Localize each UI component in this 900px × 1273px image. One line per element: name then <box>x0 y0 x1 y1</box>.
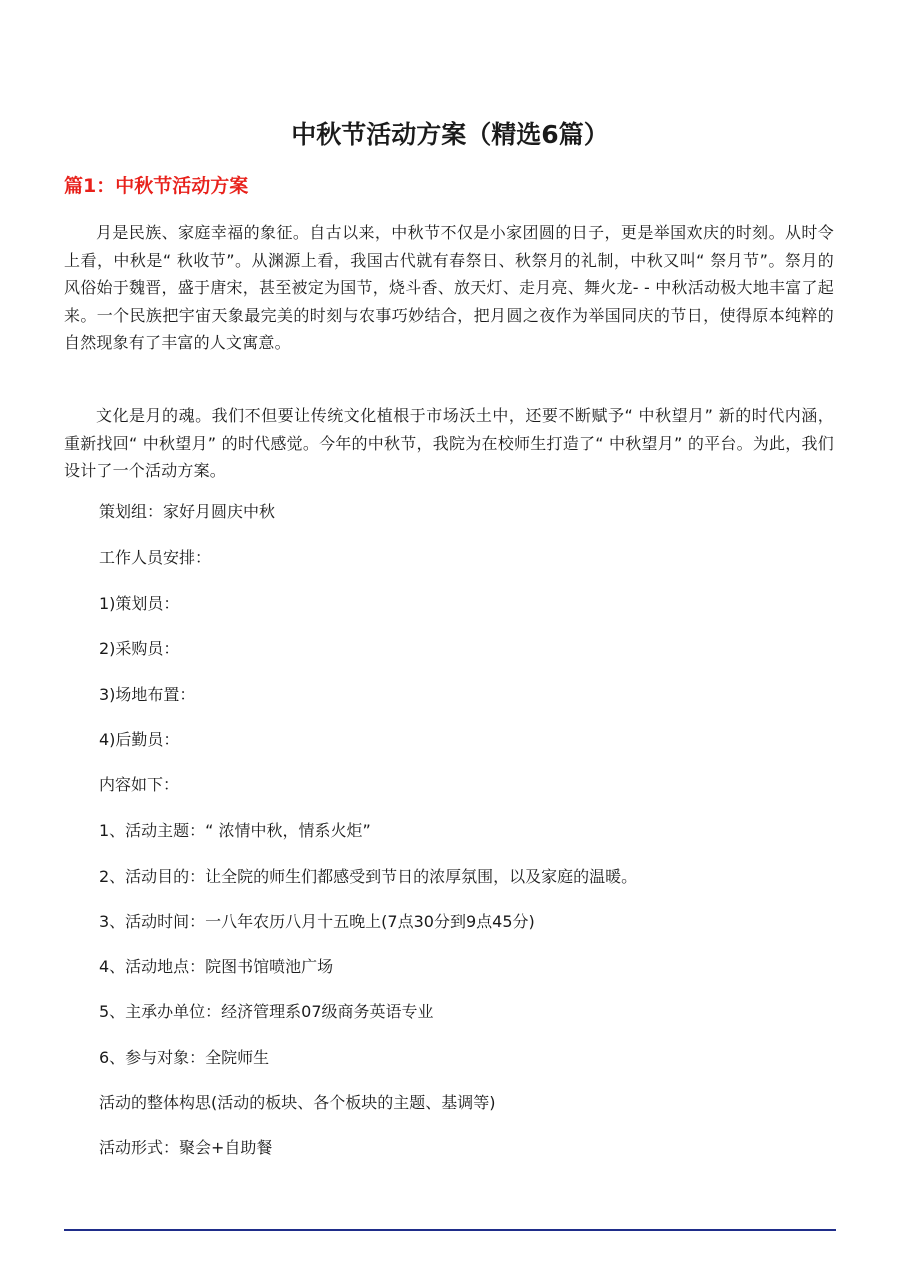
list-item: 4、活动地点：院图书馆喷池广场 <box>99 957 334 976</box>
list-item: 6、参与对象：全院师生 <box>99 1048 270 1067</box>
list-item: 3)场地布置： <box>99 685 196 704</box>
paragraph-intro: 月是民族、家庭幸福的象征。自古以来，中秋节不仅是小家团圆的日子，更是举国欢庆的时刻。从时令上看，中秋是“ 秋收节”。从渊源上看，我国古代就有春祭日、秋祭月的礼制，中秋又叫“ 祭月节”。祭月的风俗始于魏晋，盛于唐宋，甚至被定为国节，烧斗香、放天灯、走月亮、舞火龙- - 中秋活动极大地丰富了起来。一个民族把宇宙天象最完美的时刻与农事巧妙结合，把月圆之夜作为举国同庆的节日，使得原本纯粹的自然现象有了丰富的人文寓意。 <box>64 223 834 352</box>
list-item: 2、活动目的：让全院的师生们都感受到节日的浓厚氛围，以及家庭的温暖。 <box>99 867 638 886</box>
paragraph-culture: 文化是月的魂。我们不但要让传统文化植根于市场沃土中，还要不断赋予“ 中秋望月” 新的时代内涵，重新找回“ 中秋望月” 的时代感觉。今年的中秋节，我院为在校师生打造了“ 中秋望月” 的平台。为此，我们设计了一个活动方案。 <box>64 406 834 480</box>
section-heading: 篇1：中秋节活动方案 <box>64 175 249 197</box>
document-title: 中秋节活动方案（精选6篇） <box>291 120 609 149</box>
list-item: 工作人员安排： <box>99 548 212 567</box>
list-item: 5、主承办单位：经济管理系07级商务英语专业 <box>99 1002 434 1021</box>
list-item: 活动的整体构思(活动的板块、各个板块的主题、基调等) <box>99 1093 496 1112</box>
list-item: 策划组：家好月圆庆中秋 <box>99 502 276 521</box>
list-item: 1、活动主题：“ 浓情中秋，情系火炬” <box>99 821 371 840</box>
list-item: 内容如下： <box>99 775 180 794</box>
footer-divider <box>64 1229 836 1231</box>
list-item: 活动形式：聚会+自助餐 <box>99 1138 273 1157</box>
list-item: 4)后勤员： <box>99 730 180 749</box>
list-item: 2)采购员： <box>99 639 180 658</box>
list-item: 1)策划员： <box>99 594 180 613</box>
list-item: 3、活动时间：一八年农历八月十五晚上(7点30分到9点45分) <box>99 912 535 931</box>
